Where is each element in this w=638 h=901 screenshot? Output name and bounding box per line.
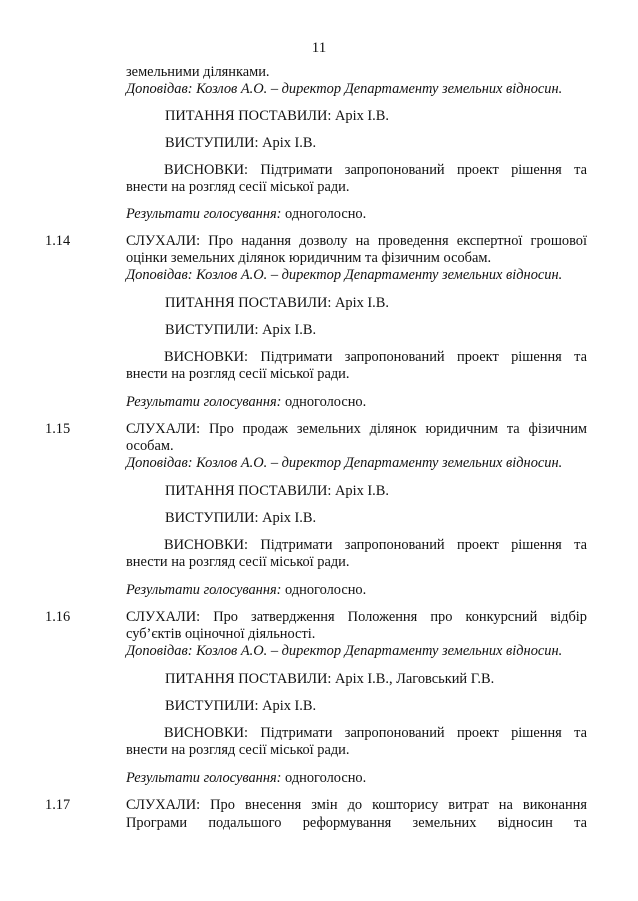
reporter-line: Доповідав: Козлов А.О. – директор Департаменту земельних відносин. — [126, 81, 563, 97]
reporter-line: Доповідав: Козлов А.О. – директор Департаменту земельних відносин. — [126, 455, 563, 471]
item-number: 1.15 — [45, 421, 71, 437]
vote-result-value: одноголосно. — [281, 770, 367, 786]
continued-heard-line: земельними ділянками. — [126, 64, 270, 80]
speakers-line: ВИСТУПИЛИ: Аріх І.В. — [165, 698, 317, 714]
vote-result — [126, 582, 587, 599]
conclusion-line-2: внести на розгляд сесії міської ради. — [126, 742, 350, 758]
vote-result-value: одноголосно. — [281, 394, 367, 410]
vote-result-value: одноголосно. — [281, 206, 367, 222]
heard-line-2: Програми подальшого реформування земельних відносин та — [126, 815, 587, 831]
item-number: 1.16 — [45, 609, 71, 625]
vote-result — [126, 394, 587, 411]
conclusion-line-2: внести на розгляд сесії міської ради. — [126, 366, 350, 382]
reporter-line: Доповідав: Козлов А.О. – директор Департаменту земельних відносин. — [126, 267, 563, 283]
questions-line: ПИТАННЯ ПОСТАВИЛИ: Аріх І.В., Лаговський Г.В. — [165, 671, 495, 687]
item-number: 1.14 — [45, 233, 71, 249]
reporter-line: Доповідав: Козлов А.О. – директор Департаменту земельних відносин. — [126, 643, 563, 659]
speakers-line: ВИСТУПИЛИ: Аріх І.В. — [165, 135, 317, 151]
conclusion-line: ВИСНОВКИ: Підтримати запропонований проект рішення та — [164, 725, 587, 741]
questions-line: ПИТАННЯ ПОСТАВИЛИ: Аріх І.В. — [165, 108, 389, 124]
conclusion-line-2: внести на розгляд сесії міської ради. — [126, 554, 350, 570]
speakers-line: ВИСТУПИЛИ: Аріх І.В. — [165, 322, 317, 338]
conclusion-line: ВИСНОВКИ: Підтримати запропонований проект рішення та — [164, 349, 587, 365]
heard-line: СЛУХАЛИ: Про продаж земельних ділянок юридичним та фізичним — [126, 421, 587, 437]
vote-result — [126, 770, 587, 787]
heard-line: СЛУХАЛИ: Про надання дозволу на проведення експертної грошової — [126, 233, 587, 249]
page-number: 11 — [311, 40, 327, 56]
heard-line-2: суб’єктів оціночної діяльності. — [126, 626, 316, 642]
vote-result-label: Результати голосування: — [126, 770, 282, 786]
heard-line-2: особам. — [126, 438, 174, 454]
conclusion-line: ВИСНОВКИ: Підтримати запропонований проект рішення та — [164, 162, 587, 178]
vote-result-label: Результати голосування: — [126, 206, 282, 222]
heard-line-2: оцінки земельних ділянок юридичним та фізичним особам. — [126, 250, 492, 266]
vote-result-value: одноголосно. — [281, 582, 367, 598]
conclusion-line: ВИСНОВКИ: Підтримати запропонований проект рішення та — [164, 537, 587, 553]
heard-line: СЛУХАЛИ: Про затвердження Положення про конкурсний відбір — [126, 609, 587, 625]
questions-line: ПИТАННЯ ПОСТАВИЛИ: Аріх І.В. — [165, 483, 389, 499]
vote-result-label: Результати голосування: — [126, 394, 282, 410]
speakers-line: ВИСТУПИЛИ: Аріх І.В. — [165, 510, 317, 526]
vote-result — [126, 206, 587, 223]
item-number: 1.17 — [45, 797, 71, 813]
conclusion-line-2: внести на розгляд сесії міської ради. — [126, 179, 350, 195]
vote-result-label: Результати голосування: — [126, 582, 282, 598]
heard-line: СЛУХАЛИ: Про внесення змін до кошторису витрат на виконання — [126, 797, 587, 813]
questions-line: ПИТАННЯ ПОСТАВИЛИ: Аріх І.В. — [165, 295, 389, 311]
